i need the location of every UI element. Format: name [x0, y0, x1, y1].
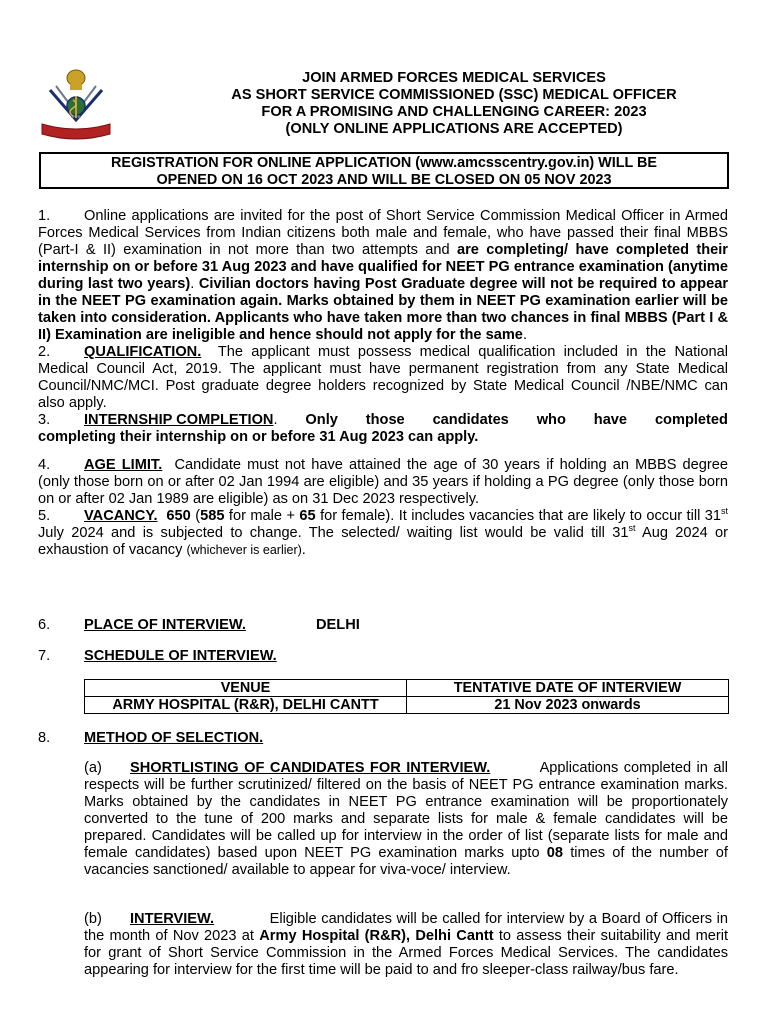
para-4-age-limit: 4. AGE LIMIT. Candidate must not have attained the age of 30 years if holding an MBBS degree (only those born on or after 02 Jan 1994 are eligible) and 35 years if holding a PG degree (only those born on or after 02 Jan 1989 are eligible) as on 31 Dec 2023 respectively. — [38, 457, 728, 507]
afms-emblem-icon — [40, 68, 112, 140]
column-header: TENTATIVE DATE OF INTERVIEW — [407, 680, 729, 697]
para-6-place: 6. PLACE OF INTERVIEW. DELHI — [38, 617, 360, 633]
para-1: 1. Online applications are invited for the post of Short Service Commission Medical Officer in Armed Forces Medical Services from Indian citizens both male and female, who have passed their final MBBS (Part-I & II) examination in not more than two attempts and are completing/ have completed their internship on or before 31 Aug 2023 and have qualified for NEET PG entrance examination (anytime during last two years). Civilian doctors having Post Graduate degree will not be required to appear in the NEET PG examination again. Marks obtained by them in NEET PG examination earlier will be taken into consideration. Applicants who have taken more than two chances in final MBBS (Part I & II) Examination are ineligible and hence should not apply for the same. — [38, 208, 729, 343]
para-8-method: 8. METHOD OF SELECTION. — [38, 730, 264, 746]
table-row — [85, 697, 729, 714]
table-cell: ARMY HOSPITAL (R&R), DELHI CANTT — [85, 697, 407, 714]
para-3-internship: 3. INTERNSHIP COMPLETION. Only those candidates who have completed completing their internship on or before 31 Aug 2023 can apply. — [38, 412, 728, 445]
para-7-schedule: 7. SCHEDULE OF INTERVIEW. — [38, 648, 277, 664]
para-8a-shortlisting: (a) SHORTLISTING OF CANDIDATES FOR INTERVIEW. Applications completed in all respects will be further scrutinized/ filtered on the basis of NEET PG entrance examination marks. Marks obtained by the candidates in NEET PG entrance examination will be proportionately converted to the tune of 200 marks and separate lists for male & female candidates will be prepared. Candidates will be called up for interview in the order of list (separate lists for male and female candidates) based upon NEET PG examination marks upto 08 times of the number of vacancies sanctioned/ available to appear for viva-voce/ interview. — [84, 760, 728, 878]
para-5-vacancy: 5. VACANCY. 650 (585 for male + 65 for female). It includes vacancies that are likely to occur till 31st July 2024 and is subjected to change. The selected/ waiting list would be valid till 31st Aug 2024 or exhaustion of vacancy (whichever is earlier). — [38, 506, 728, 558]
para-2-qualification: 2. QUALIFICATION. The applicant must possess medical qualification included in the National Medical Council Act, 2019. The applicant must have permanent registration from any State Medical Council/NMC/MCI. Post graduate degree holders recognized by State Medical Council /NBE/NMC can also apply. — [38, 344, 728, 411]
page-title: JOIN ARMED FORCES MEDICAL SERVICES AS SHORT SERVICE COMMISSIONED (SSC) MEDICAL OFFICER FOR A PROMISING AND CHALLENGING CAREER: 2023 (ONLY ONLINE APPLICATIONS ARE ACCEPTED) — [231, 70, 677, 137]
document-body — [38, 208, 728, 559]
column-header: VENUE — [85, 680, 407, 697]
schedule-table — [84, 679, 729, 714]
registration-notice: REGISTRATION FOR ONLINE APPLICATION (www.amcsscentry.gov.in) WILL BE OPENED ON 16 OCT 2023 AND WILL BE CLOSED ON 05 NOV 2023 — [39, 152, 729, 189]
para-8b-interview: (b) INTERVIEW. Eligible candidates will be called for interview by a Board of Officers in the month of Nov 2023 at Army Hospital (R&R), Delhi Cantt to assess their suitability and merit for grant of Short Service Commission in the Armed Forces Medical Services. The candidates appearing for interview for the first time will be paid to and fro sleeper-class railway/bus fare. — [84, 911, 729, 978]
table-header-row — [85, 680, 729, 697]
table-cell: 21 Nov 2023 onwards — [407, 697, 729, 714]
